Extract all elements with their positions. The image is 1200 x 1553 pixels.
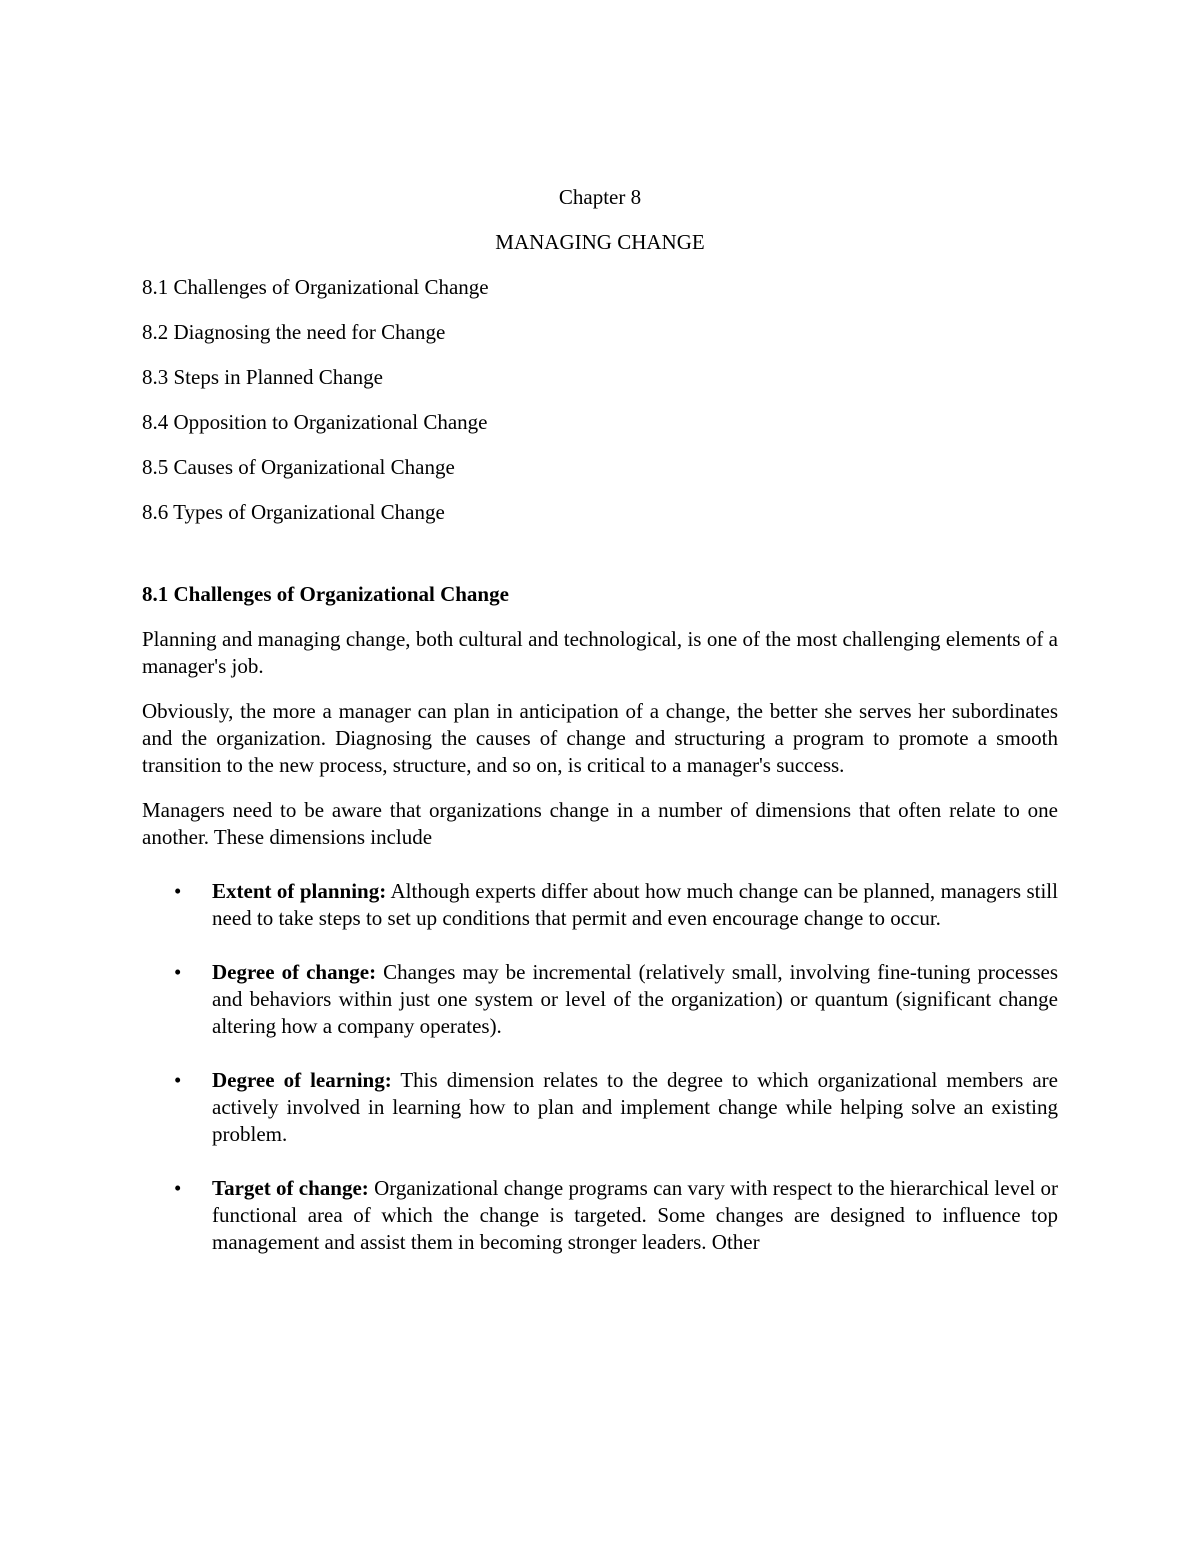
bullet-icon: • — [174, 1176, 182, 1200]
paragraph: Obviously, the more a manager can plan in anticipation of a change, the better she serves her subordinates and the organization. Diagnosing the causes of change and structuring a program to promote a smooth transition to the new process, structure, and so on, is critical to a manager's success. — [142, 699, 1058, 777]
list-item — [142, 959, 1058, 1040]
chapter-title: MANAGING CHANGE — [495, 230, 705, 254]
list-item — [142, 1067, 1058, 1148]
dimension-text: This dimension relates to the degree to which organizational members are actively involved in learning how to plan and implement change while helping solve an existing problem. — [212, 1068, 1058, 1146]
dimension-text: Although experts differ about how much change can be planned, managers still need to take steps to set up conditions that permit and even encourage change to occur. — [212, 879, 1058, 930]
dimension-term: Extent of planning: — [212, 879, 387, 903]
toc-item: 8.1 Challenges of Organizational Change — [142, 275, 489, 299]
dimension-term: Degree of change: — [212, 960, 377, 984]
bullet-icon: • — [174, 960, 182, 984]
toc-item: 8.4 Opposition to Organizational Change — [142, 410, 488, 434]
toc-item: 8.5 Causes of Organizational Change — [142, 455, 455, 479]
list-item — [142, 1175, 1058, 1256]
dimensions-list — [142, 878, 1058, 1256]
toc-item: 8.3 Steps in Planned Change — [142, 365, 383, 389]
bullet-icon: • — [174, 879, 182, 903]
dimension-term: Target of change: — [212, 1176, 369, 1200]
dimension-text: Changes may be incremental (relatively small, involving fine-tuning processes and behaviors within just one system or level of the organization) or quantum (significant change altering how a company operates). — [212, 960, 1058, 1038]
bullet-icon: • — [174, 1068, 182, 1092]
chapter-label: Chapter 8 — [558, 185, 642, 209]
table-of-contents — [142, 274, 1058, 526]
paragraph: Planning and managing change, both cultural and technological, is one of the most challenging elements of a manager's job. — [142, 627, 1058, 678]
section-heading: 8.1 Challenges of Organizational Change — [142, 582, 509, 606]
page-content — [142, 184, 1058, 1283]
toc-item: 8.6 Types of Organizational Change — [142, 500, 445, 524]
list-item — [142, 878, 1058, 932]
paragraph: Managers need to be aware that organizations change in a number of dimensions that often relate to one another. These dimensions include — [142, 798, 1058, 849]
dimension-term: Degree of learning: — [212, 1068, 392, 1092]
dimension-text: Organizational change programs can vary with respect to the hierarchical level or functional area of which the change is targeted. Some changes are designed to influence top management and assist them in becoming stronger leaders. Other — [212, 1176, 1058, 1254]
toc-item: 8.2 Diagnosing the need for Change — [142, 320, 446, 344]
